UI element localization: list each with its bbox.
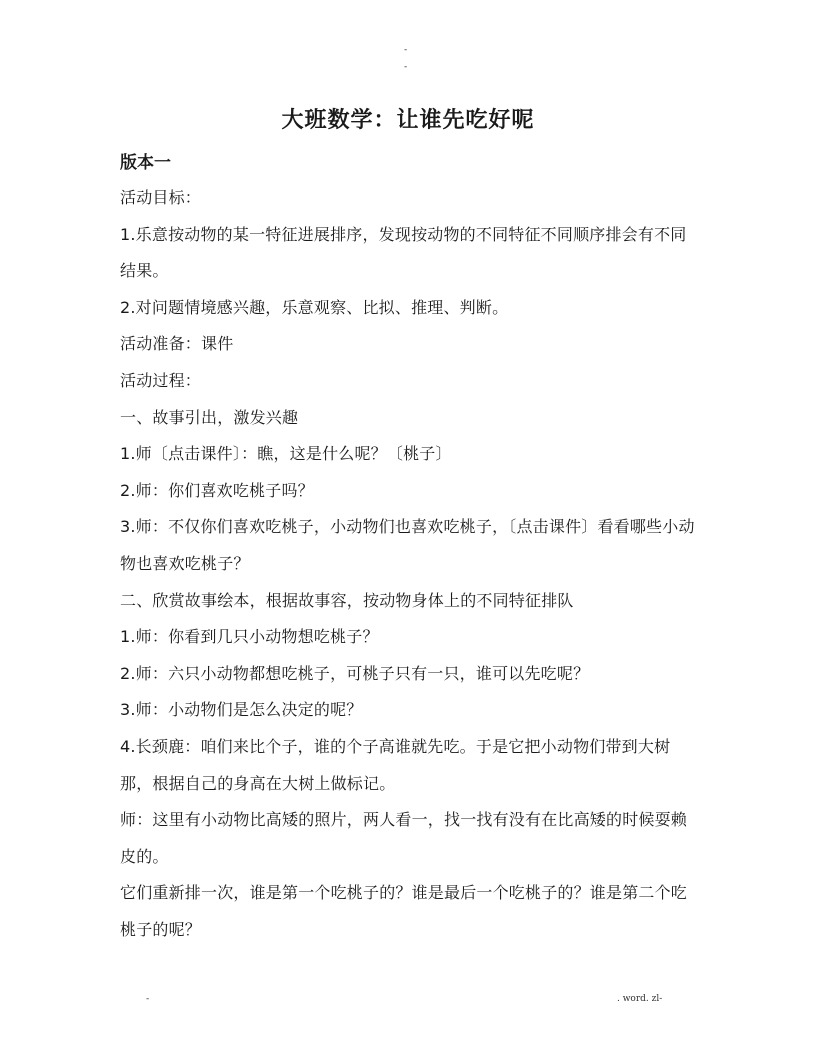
paragraph: 2.对问题情境感兴趣，乐意观察、比拟、推理、判断。 <box>120 297 509 317</box>
header-mark-top: - <box>404 45 408 55</box>
paragraph: 1.乐意按动物的某一特征进展排序，发现按动物的不同特征不同顺序排会有不同结果。 <box>120 224 687 281</box>
paragraph: 活动准备：课件 <box>120 334 234 354</box>
document-title: 大班数学：让谁先吃好呢 <box>281 108 535 133</box>
paragraph: 师：这里有小动物比高矮的照片，两人看一，找一找有没有在比高矮的时候耍赖皮的。 <box>120 810 688 866</box>
footer-left-mark: - <box>146 994 150 1004</box>
paragraph: 1.师：你看到几只小动物想吃桃子？ <box>120 627 379 647</box>
header-mark-bottom: - <box>404 62 408 72</box>
paragraph: 活动目标： <box>120 188 202 207</box>
version-heading: 版本一 <box>120 153 171 173</box>
document-body <box>120 180 700 948</box>
paragraph: 二、欣赏故事绘本，根据故事容，按动物身体上的不同特征排队 <box>120 590 574 610</box>
paragraph: 2.师：你们喜欢吃桃子吗？ <box>120 480 314 500</box>
paragraph: 3.师：小动物们是怎么决定的呢？ <box>120 700 363 720</box>
paragraph: 它们重新排一次，谁是第一个吃桃子的？谁是最后一个吃桃子的？谁是第二个吃桃子的呢？ <box>120 883 688 939</box>
paragraph: 4.长颈鹿：咱们来比个子，谁的个子高谁就先吃。于是它把小动物们带到大树那，根据自己的身高在大树上做标记。 <box>120 736 671 793</box>
paragraph: 3.师：不仅你们喜欢吃桃子，小动物们也喜欢吃桃子，〔点击课件〕看看哪些小动物也喜欢吃桃子？ <box>120 517 695 573</box>
paragraph: 一、故事引出，激发兴趣 <box>120 407 299 427</box>
paragraph: 1.师〔点击课件〕：瞧，这是什么呢？〔桃子〕 <box>120 444 452 464</box>
paragraph: 活动过程： <box>120 370 202 390</box>
footer-watermark: . word. zl- <box>617 994 663 1004</box>
paragraph: 2.师：六只小动物都想吃桃子，可桃子只有一只，谁可以先吃呢？ <box>120 663 590 683</box>
